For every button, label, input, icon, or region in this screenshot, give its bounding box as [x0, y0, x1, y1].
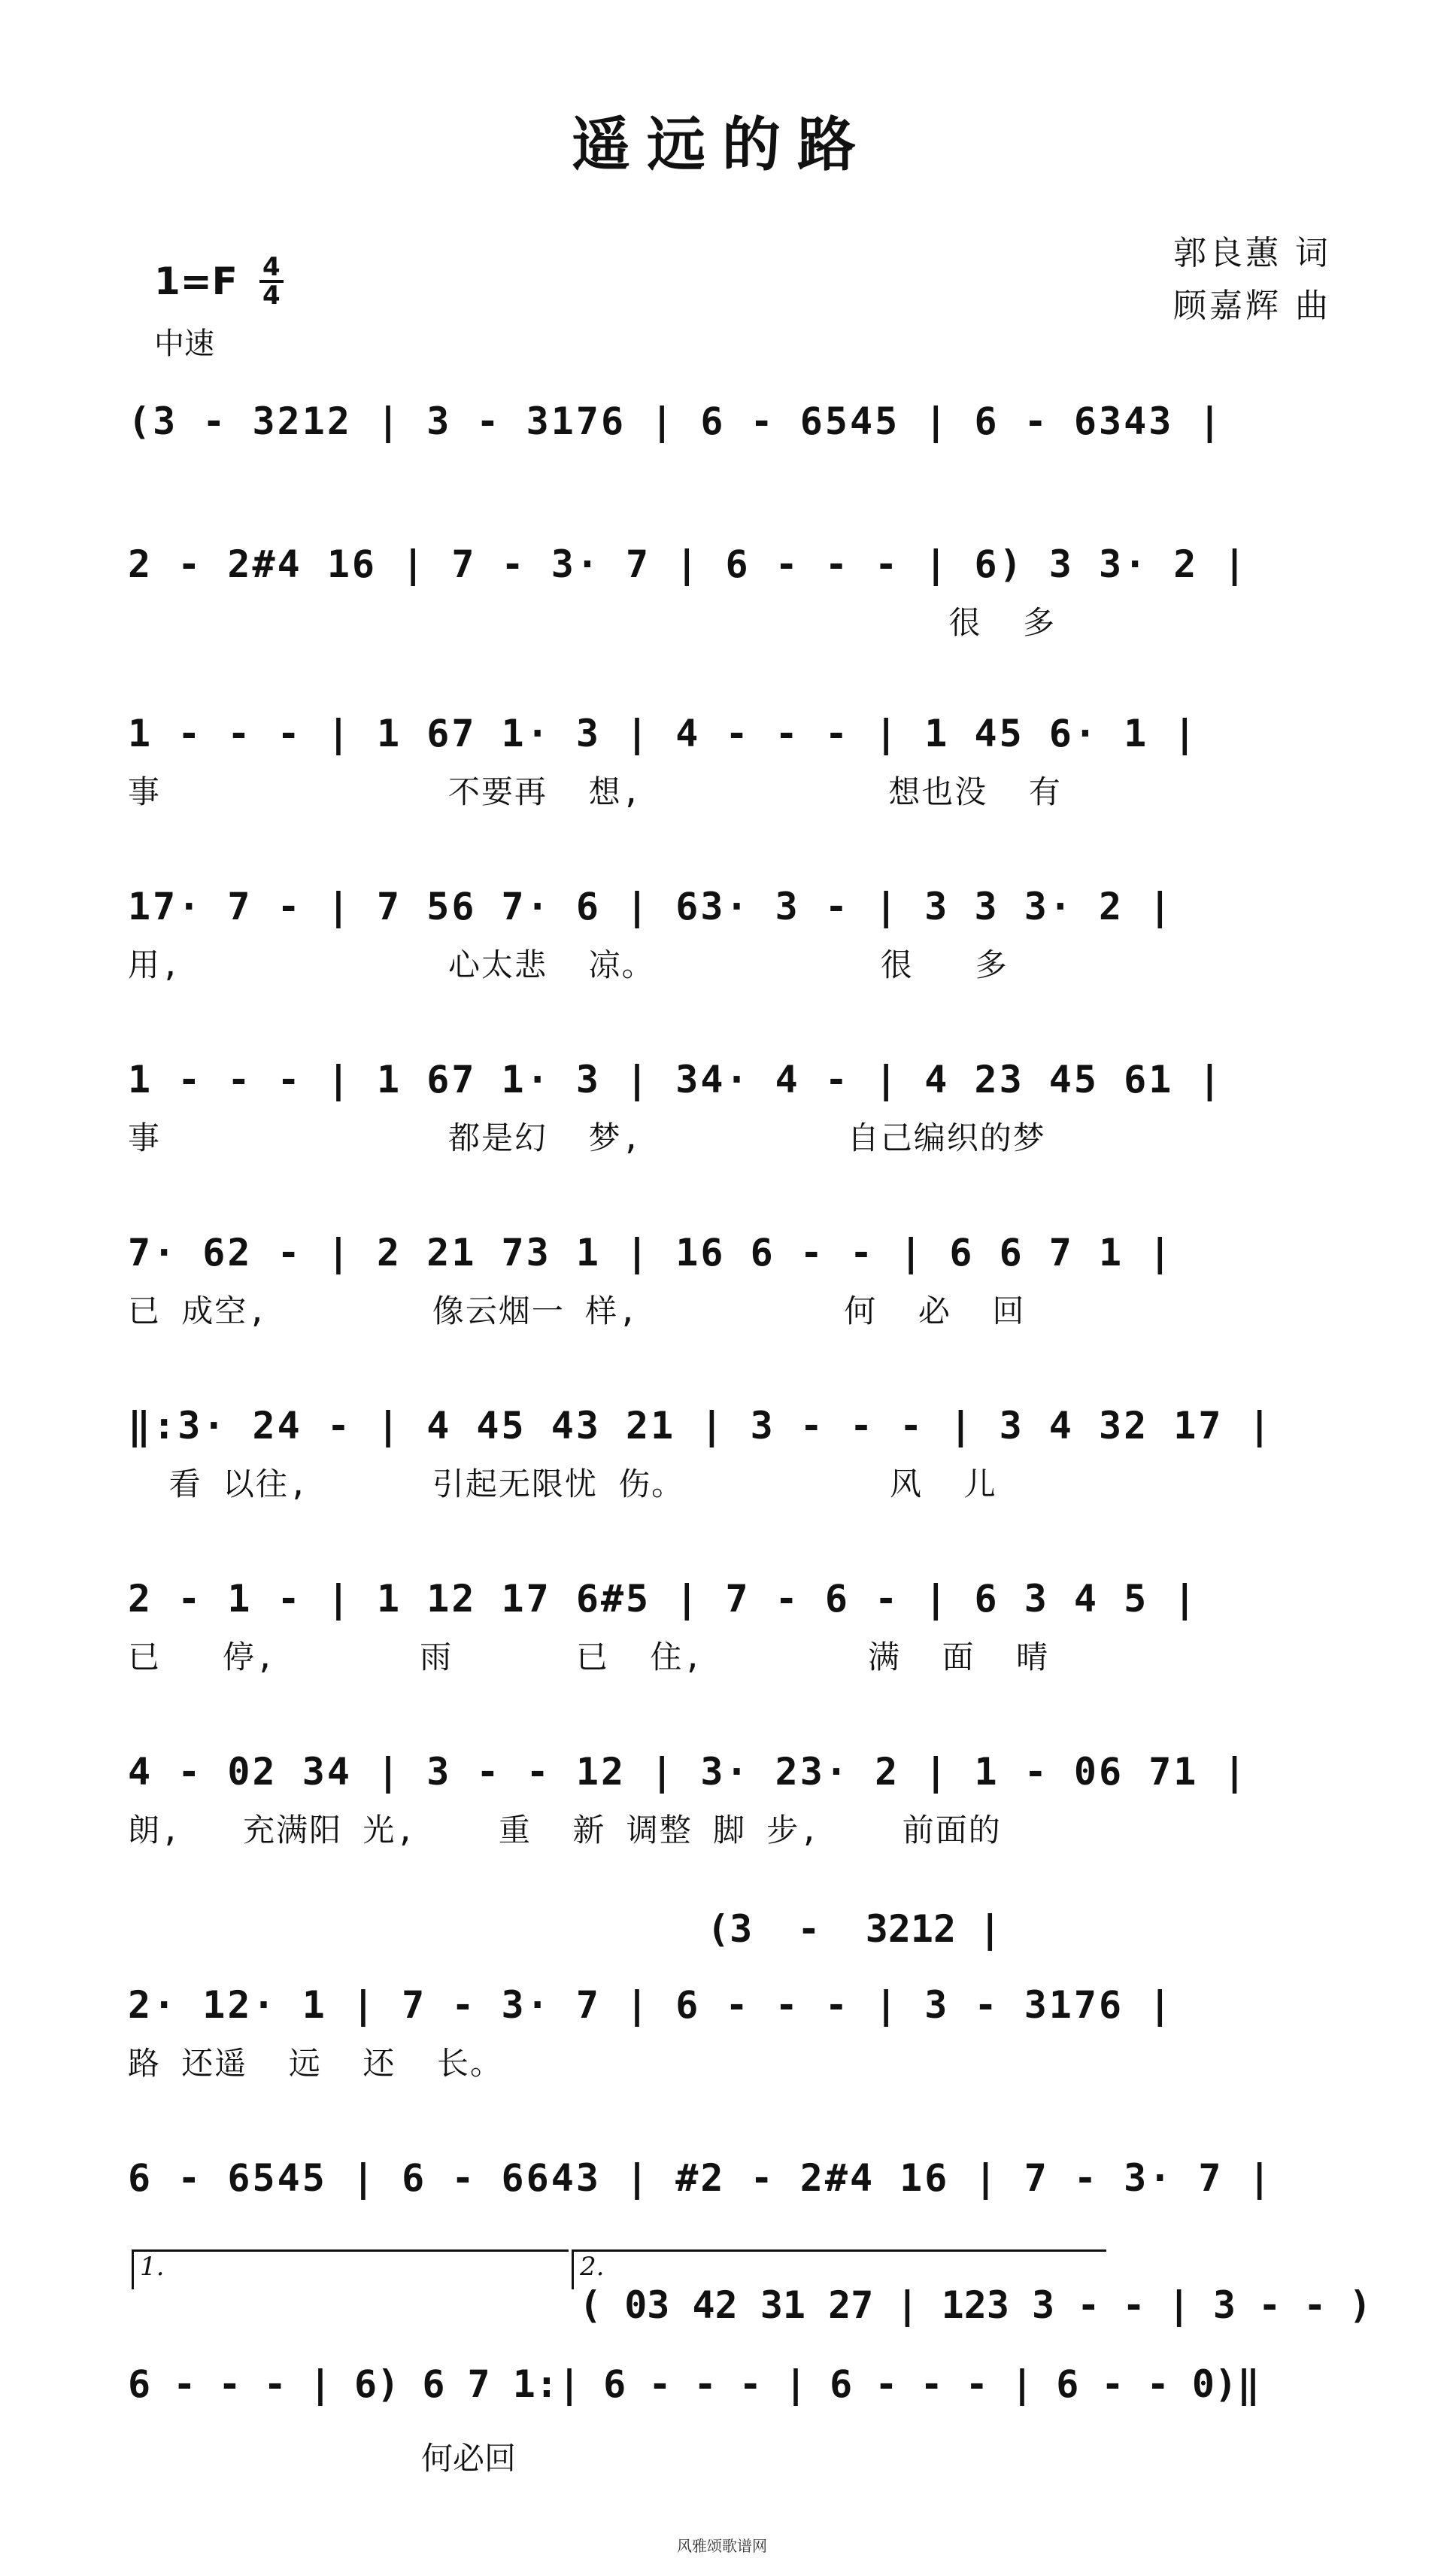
- lyrics-line: 已 成空, 像云烟一 样, 何 必 回: [128, 1293, 1026, 1329]
- staff-row-5: [128, 1046, 1331, 1162]
- lyrics-line: 很 多: [128, 604, 1057, 641]
- staff-row-6: [128, 1219, 1331, 1335]
- notes-line: 2 - 2#4 16 | 7 - 3· 7 | 6 - - - | 6) 3 3· 2 |: [128, 542, 1248, 586]
- notes-line: 1 - - - | 1 67 1· 3 | 4 - - - | 1 45 6· 1 |: [128, 712, 1199, 755]
- staff-row-9: [128, 1738, 1331, 1854]
- final-lyrics-line: 何必回: [421, 2440, 517, 2477]
- song-title: 遥远的路: [571, 111, 872, 179]
- staff-row-11: [128, 2144, 1331, 2260]
- second-ending-notes: ( 03 42 31 27 | 123 3 - - | 3 - - ): [579, 2283, 1372, 2327]
- meter-top: 4: [259, 254, 284, 283]
- time-signature: [259, 252, 284, 311]
- footer-watermark: 风雅颂歌谱网: [677, 2537, 767, 2555]
- staff-row-3: [128, 700, 1331, 816]
- staff-row-1: [128, 387, 1331, 503]
- lyrics-line: 事 不要再 想, 想也没 有: [128, 773, 1062, 810]
- notes-line: 17· 7 - | 7 56 7· 6 | 63· 3 - | 3 3 3· 2 |: [128, 885, 1174, 928]
- staff-row-2: [128, 530, 1331, 646]
- notes-line: ‖:3· 24 - | 4 45 43 21 | 3 - - - | 3 4 32 17 |: [128, 1404, 1273, 1447]
- composer-credit: 顾嘉辉 曲: [1173, 287, 1331, 325]
- lyrics-line: 路 还遥 远 还 长。: [128, 2045, 504, 2082]
- lyrics-line: [128, 455, 1331, 503]
- key-signature: 1=F: [154, 260, 238, 303]
- lyrics-line: 已 停, 雨 已 住, 满 面 晴: [128, 1639, 1050, 1675]
- lyrics-line: 事 都是幻 梦, 自己编织的梦: [128, 1119, 1046, 1156]
- notes-line: 7· 62 - | 2 21 73 1 | 16 6 - - | 6 6 7 1 |: [128, 1231, 1174, 1274]
- notes-line: (3 - 3212 | 3 - 3176 | 6 - 6545 | 6 - 6343 |: [128, 399, 1224, 443]
- notes-line: 4 - 02 34 | 3 - - 12 | 3· 23· 2 | 1 - 06 71 |: [128, 1750, 1248, 1794]
- lyrics-line: 看 以往, 引起无限忧 伤。 风 儿: [128, 1466, 997, 1502]
- tempo-marking: 中速: [154, 327, 214, 361]
- meter-bottom: 4: [262, 281, 281, 311]
- lyricist-credit: 郭良蕙 词: [1173, 234, 1331, 272]
- lyrics-line: 朗, 充满阳 光, 重 新 调整 脚 步, 前面的: [128, 1812, 1002, 1848]
- notes-line: 6 - 6545 | 6 - 6643 | #2 - 2#4 16 | 7 - 3· 7 |: [128, 2156, 1273, 2200]
- volta-second-ending: 2.: [572, 2249, 1106, 2289]
- staff-row-8: [128, 1565, 1331, 1681]
- staff-row-7: [128, 1392, 1331, 1508]
- notes-line: 2· 12· 1 | 7 - 3· 7 | 6 - - - | 3 - 3176 |: [128, 1983, 1174, 2027]
- final-notes-line: 6 - - - | 6) 6 7 1:| 6 - - - | 6 - - - | 6 - - 0)‖: [128, 2362, 1260, 2406]
- lyrics-line: 用, 心太悲 凉。 很 多: [128, 946, 1009, 983]
- volta-first-ending: 1.: [132, 2249, 569, 2289]
- intro-bracket: (3 - 3212 |: [707, 1907, 1002, 1951]
- notes-line: 2 - 1 - | 1 12 17 6#5 | 7 - 6 - | 6 3 4 5 |: [128, 1577, 1199, 1621]
- staff-row-10: [128, 1971, 1331, 2087]
- notes-line: 1 - - - | 1 67 1· 3 | 34· 4 - | 4 23 45 61 |: [128, 1058, 1224, 1101]
- staff-row-4: [128, 873, 1331, 989]
